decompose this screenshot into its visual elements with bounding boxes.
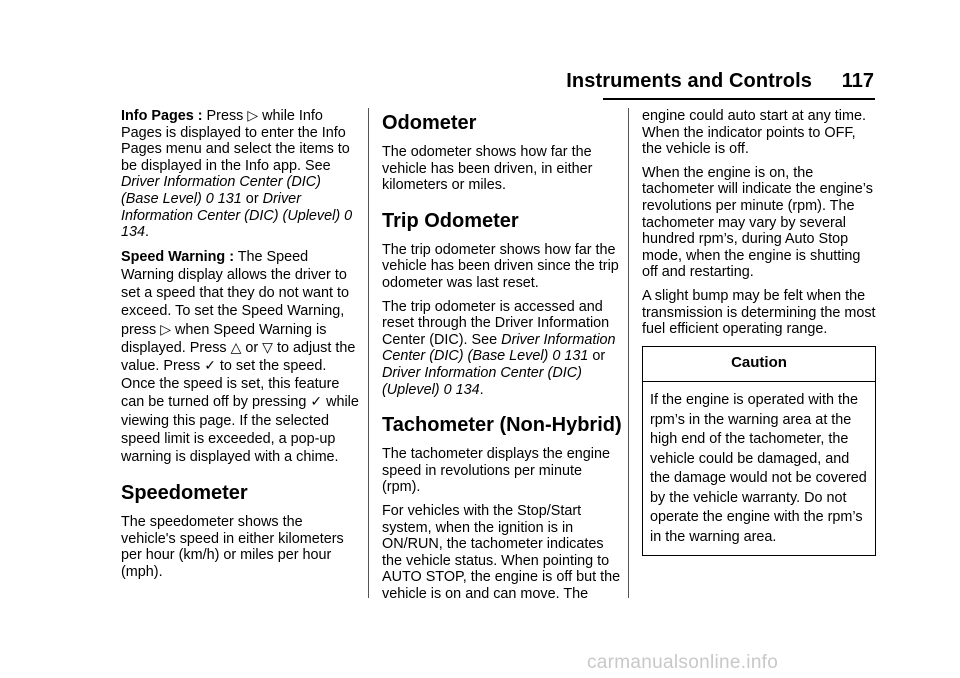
dic-uplevel-link[interactable]: Driver Information Center (DIC) (Uplevel): [121, 190, 341, 224]
column-1: [121, 108, 359, 588]
trip-odometer-heading: Trip Odometer: [382, 209, 519, 232]
text: .: [479, 381, 484, 398]
dic-uplevel-link[interactable]: Driver Information Center (DIC) (Uplevel): [382, 364, 582, 398]
odometer-paragraph: The odometer shows how far the vehicle has been driven, in either kilometers or miles.: [382, 144, 593, 194]
watermark: carmanualsonline.info: [587, 652, 779, 673]
info-pages-label: Info Pages :: [121, 108, 203, 124]
speedometer-heading: Speedometer: [121, 482, 248, 505]
tachometer-heading: Tachometer (Non-Hybrid): [382, 414, 622, 437]
info-pages-paragraph: [121, 108, 359, 241]
caution-text: If the engine is operated with the rpm’s in the warning area at the high end of the tachometer, the vehicle could be damaged, and the damage would not be covered by the vehicle warranty. Do not operate the engine with the rpm’s in the warning area.: [650, 392, 867, 545]
text: The trip odometer is accessed and reset through the Driver Information Center (DIC). See: [382, 298, 610, 348]
text: Press: [202, 108, 248, 124]
tachometer-paragraph-1: The tachometer displays the engine speed in revolutions per minute (rpm).: [382, 446, 610, 496]
text: .: [145, 224, 150, 241]
speedometer-paragraph: The speedometer shows the vehicle's speed in either kilometers per hour (km/h) or miles per hour (mph).: [121, 514, 344, 580]
text: or: [241, 339, 263, 356]
column-3: [642, 108, 876, 556]
select-button-icon: ▷: [247, 108, 259, 124]
page-ref-131[interactable]: 0 131: [552, 348, 589, 365]
checkmark-icon: ✓: [310, 394, 323, 411]
page-ref-131[interactable]: 0 131: [205, 190, 242, 207]
text: while Info Pages is displayed to enter the Info Pages menu and select the items to be displayed in the Info app. See: [121, 108, 350, 174]
trip-odometer-paragraph-1: The trip odometer shows how far the vehicle has been driven since the trip odometer was last reset.: [382, 241, 619, 291]
dic-base-link[interactable]: Driver Information Center (DIC) (Base Level): [121, 174, 321, 207]
tachometer-paragraph-3: When the engine is on, the tachometer will indicate the engine’s revolutions per minute (rpm). The tachometer may vary by several hundred rpm’s, during Auto Stop mode, when the engine is shutting off and restarting.: [642, 164, 873, 281]
page-ref-134[interactable]: 0 134: [443, 381, 480, 398]
header-rule: [603, 98, 875, 100]
text: or: [241, 190, 263, 207]
section-title: Instruments and Controls: [566, 70, 812, 92]
text: while viewing this page. If the selected speed limit is exceeded, a pop-up warning is displayed with a chime.: [121, 394, 359, 465]
speed-warning-label: Speed Warning :: [121, 248, 234, 265]
column-divider: [628, 108, 629, 598]
checkmark-icon: ✓: [204, 357, 216, 374]
page-number: 117: [841, 70, 874, 92]
text: to adjust the value. Press: [121, 339, 356, 374]
tachometer-continued: engine could auto start at any time. When the indicator points to OFF, the vehicle is off.: [642, 108, 866, 158]
page-header: [0, 0, 960, 100]
text: The Speed Warning display allows the driver to set a speed that they do not want to exceed. To set the Speed Warning, press: [121, 248, 350, 338]
page-ref-134[interactable]: 0 134: [121, 207, 353, 241]
column-2: [382, 108, 622, 609]
tachometer-paragraph-4: A slight bump may be felt when the transmission is determining the most fuel efficient operating range.: [642, 287, 876, 338]
text: when Speed Warning is displayed. Press: [121, 321, 327, 356]
trip-odometer-paragraph-2: [382, 299, 622, 399]
dic-base-link[interactable]: Driver Information Center (DIC) (Base Level): [382, 331, 616, 365]
up-arrow-icon: △: [230, 339, 242, 356]
text: or: [588, 348, 606, 365]
caution-title: Caution: [643, 347, 875, 383]
caution-box: [642, 346, 876, 557]
down-arrow-icon: ▽: [262, 339, 273, 356]
odometer-heading: Odometer: [382, 112, 477, 134]
text: to set the speed. Once the speed is set, this feature can be turned off by pressing: [121, 357, 340, 411]
speed-warning-paragraph: [121, 248, 359, 466]
tachometer-paragraph-2: For vehicles with the Stop/Start system, when the ignition is in ON/RUN, the tachometer indicates the vehicle status. When pointing to AUTO STOP, the engine is off but the vehicle is on and can move. The: [382, 502, 621, 602]
column-divider: [368, 108, 369, 598]
select-button-icon: ▷: [160, 321, 171, 338]
